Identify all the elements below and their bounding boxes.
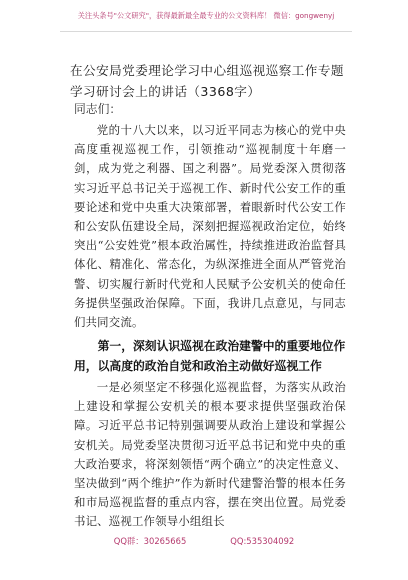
paragraph-intro: 党的十八大以来，以习近平同志为核心的党中央高度重视巡视工作，引领推动“巡视制度十年磨一剑，成为党之利器、国之利器”。局党委深入贯彻落实习近平总书记关于巡视工作、新时代公安工作的重要论述和党中央重大决策部署，着眼新时代公安工作和公安队伍建设全局，深刻把握巡视政治定位，始终突出“公安姓党”根本政治属性，持续推进政治监督具体化、精准化、常态化，为纵深推进全面从严管党治警、切实履行新时代党和人民赋予公安机关的使命任务提供坚强政治保障。下面，我讲几点意见，与同志们共同交流。	[74, 123, 346, 330]
paragraph-point-1: 一是必须坚定不移强化巡视监督，为落实从政治上建设和掌握公安机关的根本要求提供坚强政治保障。习近平总书记特别强调要从政治上建设和掌握公安机关。局党委坚决贯彻习近平总书记和党中央的重大政治要求，将深刻领悟“两个确立”的决定性意义、坚决做到“两个维护”作为新时代建警治警的根本任务和市局巡视监督的重点内容，摆在突出位置。局党委书记、巡视工作领导小组组长	[74, 380, 346, 529]
header-divider	[60, 31, 352, 32]
header-notice: 关注头条号"公文研究"，获得最新最全最专业的公文资料库！ 微信：gongwenyj	[77, 11, 335, 20]
footer-qq-group: QQ群：30265665	[113, 536, 187, 546]
document-title: 在公安局党委理论学习中心组巡视巡察工作专题学习研讨会上的讲话（3368字）	[70, 63, 344, 99]
footer-contact	[0, 535, 408, 547]
section-heading-1: 第一，深刻认识巡视在政治建警中的重要地位作用，以高度的政治自觉和政治主动做好巡视工作	[74, 339, 346, 373]
footer-qq: QQ:535304092	[230, 536, 295, 546]
salutation: 同志们：	[74, 102, 122, 116]
